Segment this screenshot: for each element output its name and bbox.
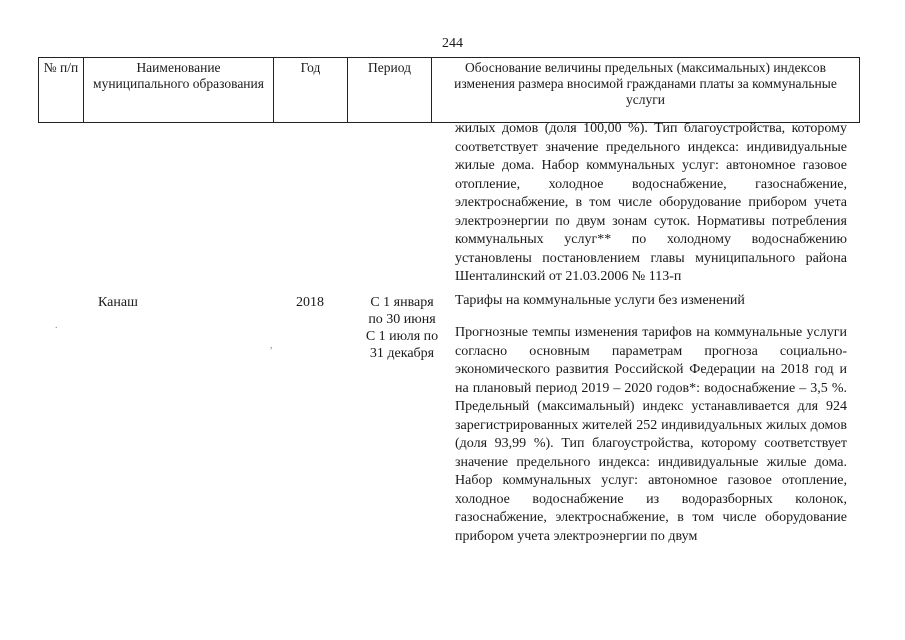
continuation-text: жилых домов (доля 100,00 %). Тип благоустройства, которому соответствует значение предельного индекса: индивидуальные жилые дома. Набор коммунальных услуг: автономное газовое отопление, холодное водоснабжение, газоснабжение, электроснабжение, в том числе оборудование прибором учета электроэнергии по двум зонам суток. Нормативы потребления коммунальных услуг** по холодному водоснабжению установлены постановлением главы муниципального района Шенталинский от 21.03.2006 № 113-п (455, 121, 847, 284)
header-number: № п/п (39, 58, 84, 123)
table-header (38, 57, 860, 123)
header-year: Год (274, 58, 348, 123)
header-period: Период (348, 58, 432, 123)
period-first-half: С 1 января по 30 июня (368, 295, 436, 327)
municipality-name: Канаш (98, 295, 138, 310)
forecast-justification-text: Прогнозные темпы изменения тарифов на коммунальные услуги согласно основным параметрам прогноза социально-экономического развития Российской Федерации на 2018 год и на плановый период 2019 – 2020 годов*: водоснабжение – 3,5 %. Предельный (максимальный) индекс устанавливается для 924 зарегистрированных жителей 252 индивидуальных жилых домов (доля 93,99 %). Тип благоустройства, которому соответствует значение предельного индекса: индивидуальные жилые дома. Набор коммунальных услуг: автономное газовое отопление, холодное водоснабжение из водоразборных колонок, газоснабжение, электроснабжение, в том числе оборудование прибором учета электроэнергии по двум (455, 325, 847, 544)
header-municipality-name: Наименование муниципального образования (84, 58, 274, 123)
row-year: 2018 (296, 295, 324, 310)
header-justification: Обоснование величины предельных (максимальных) индексов изменения размера вносимой гражданами платы за коммунальные услуги (432, 58, 860, 123)
period-second-half: С 1 июля по 31 декабря (365, 329, 439, 361)
scan-mark: , (270, 340, 273, 351)
tariff-unchanged-text: Тарифы на коммунальные услуги без изменений (455, 293, 745, 308)
scan-mark: . (55, 320, 58, 331)
page-number: 244 (442, 36, 463, 51)
